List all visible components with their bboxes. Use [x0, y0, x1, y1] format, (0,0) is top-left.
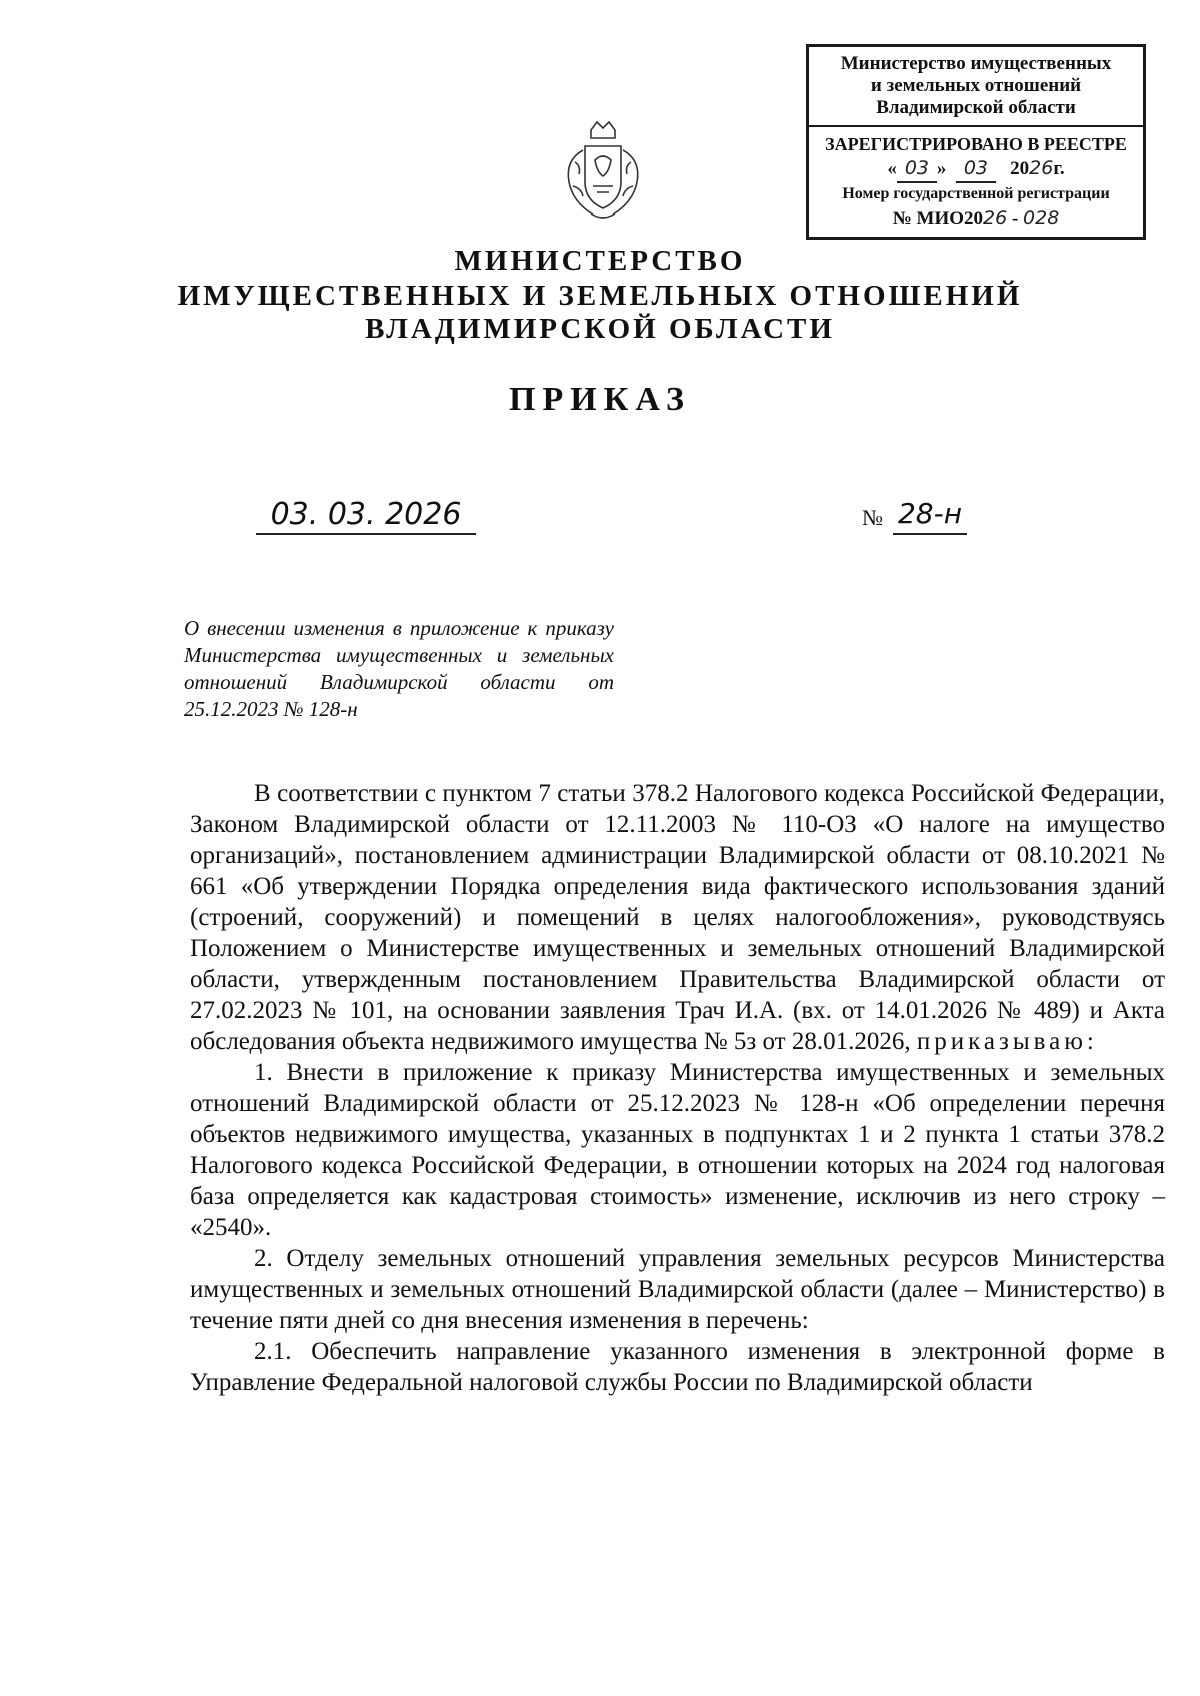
document-body — [190, 778, 1165, 1398]
paragraph-item-2: 2. Отделу земельных отношений управления земельных ресурсов Министерства имущественных и земельных отношений Владимирской области (далее – Министерство) в течение пяти дней со дня внесения изменения в перечень: — [190, 1245, 1165, 1334]
ministry-title-line2: ИМУЩЕСТВЕННЫХ И ЗЕМЕЛЬНЫХ ОТНОШЕНИЙ — [177, 280, 1023, 312]
paragraph-item-2-1: 2.1. Обеспечить направление указанного изменения в электронной форме в Управление Федеральной налоговой службы России по Владимирской области — [190, 1338, 1165, 1396]
stamp-reg-label: Номер государственной регистрации — [842, 185, 1110, 202]
stamp-org-line3: Владимирской области — [876, 97, 1076, 118]
stamp-reg-num-value: 028 — [1023, 207, 1060, 229]
coat-of-arms-icon — [553, 116, 653, 226]
ministry-title-line1: МИНИСТЕРСТВО — [454, 245, 746, 277]
order-word: приказываю: — [916, 1028, 1098, 1055]
document-number: 28-н — [893, 497, 967, 535]
stamp-org-line1: Министерство имущественных — [840, 53, 1112, 74]
stamp-month: 03 — [956, 155, 996, 183]
stamp-date: « 03 » 03 2026г. — [809, 155, 1143, 183]
stamp-day: 03 — [897, 155, 937, 183]
document-number-label: № — [862, 505, 883, 530]
stamp-reg-number: № МИО2026 - 028 — [892, 207, 1060, 229]
paragraph-item-1: 1. Внести в приложение к приказу Министерства имущественных и земельных отношений Владимирской области от 25.12.2023 № 128-н «Об определении перечня объектов недвижимого имущества, указанных в подпунктах 1 и 2 пункта 1 статьи 378.2 Налогового кодекса Российской Федерации, в отношении которых на 2024 год налоговая база определяется как кадастровая стоимость» изменение, исключив из него строку – «2540». — [190, 1059, 1165, 1241]
document-date: 03. 03. 2026 — [256, 497, 476, 535]
stamp-reg-year: 26 — [983, 207, 1008, 229]
stamp-registered-label: ЗАРЕГИСТРИРОВАНО В РЕЕСТРЕ — [825, 134, 1127, 154]
order-title: ПРИКАЗ — [509, 381, 691, 418]
stamp-org-line2: и земельных отношений — [870, 75, 1082, 96]
paragraph-preamble: В соответствии с пунктом 7 статьи 378.2 Налогового кодекса Российской Федерации, Законом Владимирской области от 12.11.2003 № 110-ОЗ «О налоге на имущество организаций», постановлением администрации Владимирской области от 08.10.2021 № 661 «Об утверждении Порядка определения вида фактического использования зданий (строений, сооружений) и помещений в целях налогообложения», руководствуясь Положением о Министерстве имущественных и земельных отношений Владимирской области, утвержденным постановлением Правительства Владимирской области от 27.02.2023 № 101, на основании заявления Трач И.А. (вх. от 14.01.2026 № 489) и Акта обследования объекта недвижимого имущества № 5з от 28.01.2026, приказываю: — [190, 780, 1165, 1055]
document-subject: О внесении изменения в приложение к приказу Министерства имущественных и земельных отношений Владимирской области от 25.12.2023 № 128-н — [184, 616, 614, 721]
registration-stamp — [806, 44, 1146, 240]
stamp-org — [809, 47, 1143, 127]
ministry-title-line3: ВЛАДИМИРСКОЙ ОБЛАСТИ — [365, 313, 835, 345]
stamp-year: 26 — [1029, 157, 1054, 179]
